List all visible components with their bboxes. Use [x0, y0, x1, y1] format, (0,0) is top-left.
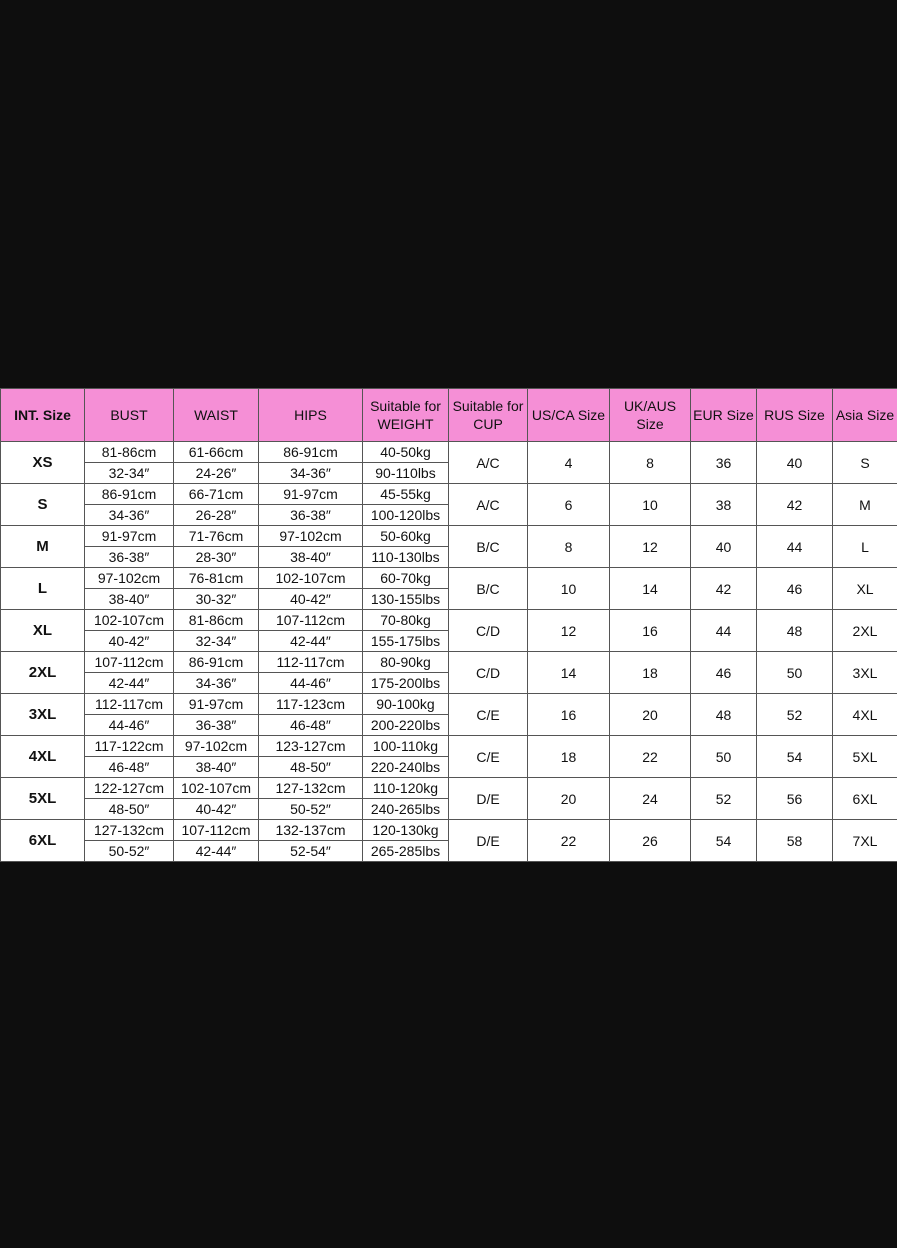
header-hips: HIPS [259, 389, 363, 442]
us-ca-size-cell: 14 [528, 652, 610, 694]
weight-kg-cell: 120-130kg [363, 820, 449, 841]
bust-cm-cell: 127-132cm [85, 820, 174, 841]
bust-cm-cell: 97-102cm [85, 568, 174, 589]
eur-size-cell: 52 [691, 778, 757, 820]
rus-size-cell: 44 [757, 526, 833, 568]
bust-inch-cell: 44-46″ [85, 715, 174, 736]
waist-cm-cell: 76-81cm [174, 568, 259, 589]
table-row [1, 820, 897, 841]
bust-cm-cell: 112-117cm [85, 694, 174, 715]
eur-size-cell: 50 [691, 736, 757, 778]
header-rus-size: RUS Size [757, 389, 833, 442]
hips-inch-cell: 46-48″ [259, 715, 363, 736]
waist-inch-cell: 26-28″ [174, 505, 259, 526]
bust-inch-cell: 42-44″ [85, 673, 174, 694]
hips-inch-cell: 42-44″ [259, 631, 363, 652]
table-row [1, 694, 897, 715]
asia-size-cell: 5XL [833, 736, 897, 778]
cup-cell: C/E [449, 694, 528, 736]
asia-size-cell: M [833, 484, 897, 526]
cup-cell: B/C [449, 568, 528, 610]
waist-inch-cell: 34-36″ [174, 673, 259, 694]
cup-cell: D/E [449, 820, 528, 862]
uk-aus-size-cell: 12 [610, 526, 691, 568]
table-row [1, 484, 897, 505]
weight-kg-cell: 100-110kg [363, 736, 449, 757]
rus-size-cell: 48 [757, 610, 833, 652]
asia-size-cell: 3XL [833, 652, 897, 694]
waist-cm-cell: 86-91cm [174, 652, 259, 673]
weight-lbs-cell: 90-110lbs [363, 463, 449, 484]
bust-inch-cell: 48-50″ [85, 799, 174, 820]
rus-size-cell: 58 [757, 820, 833, 862]
us-ca-size-cell: 10 [528, 568, 610, 610]
header-row [1, 389, 897, 442]
hips-inch-cell: 50-52″ [259, 799, 363, 820]
size-chart-header [1, 389, 897, 442]
int-size-cell: M [1, 526, 85, 568]
eur-size-cell: 48 [691, 694, 757, 736]
uk-aus-size-cell: 10 [610, 484, 691, 526]
uk-aus-size-cell: 22 [610, 736, 691, 778]
hips-inch-cell: 48-50″ [259, 757, 363, 778]
weight-lbs-cell: 155-175lbs [363, 631, 449, 652]
bust-cm-cell: 81-86cm [85, 442, 174, 463]
waist-inch-cell: 30-32″ [174, 589, 259, 610]
int-size-cell: 3XL [1, 694, 85, 736]
weight-lbs-cell: 175-200lbs [363, 673, 449, 694]
hips-inch-cell: 36-38″ [259, 505, 363, 526]
hips-cm-cell: 112-117cm [259, 652, 363, 673]
asia-size-cell: 7XL [833, 820, 897, 862]
eur-size-cell: 54 [691, 820, 757, 862]
us-ca-size-cell: 18 [528, 736, 610, 778]
size-chart-body [1, 442, 897, 862]
asia-size-cell: 6XL [833, 778, 897, 820]
int-size-cell: XS [1, 442, 85, 484]
weight-lbs-cell: 100-120lbs [363, 505, 449, 526]
rus-size-cell: 40 [757, 442, 833, 484]
int-size-cell: S [1, 484, 85, 526]
header-us-ca-size: US/CA Size [528, 389, 610, 442]
waist-inch-cell: 28-30″ [174, 547, 259, 568]
bust-cm-cell: 102-107cm [85, 610, 174, 631]
header-waist: WAIST [174, 389, 259, 442]
weight-kg-cell: 45-55kg [363, 484, 449, 505]
hips-cm-cell: 127-132cm [259, 778, 363, 799]
hips-cm-cell: 97-102cm [259, 526, 363, 547]
bust-cm-cell: 117-122cm [85, 736, 174, 757]
hips-cm-cell: 117-123cm [259, 694, 363, 715]
hips-inch-cell: 40-42″ [259, 589, 363, 610]
weight-lbs-cell: 130-155lbs [363, 589, 449, 610]
weight-kg-cell: 90-100kg [363, 694, 449, 715]
eur-size-cell: 40 [691, 526, 757, 568]
hips-cm-cell: 123-127cm [259, 736, 363, 757]
uk-aus-size-cell: 20 [610, 694, 691, 736]
hips-inch-cell: 38-40″ [259, 547, 363, 568]
weight-lbs-cell: 240-265lbs [363, 799, 449, 820]
cup-cell: C/D [449, 652, 528, 694]
eur-size-cell: 44 [691, 610, 757, 652]
uk-aus-size-cell: 8 [610, 442, 691, 484]
uk-aus-size-cell: 14 [610, 568, 691, 610]
eur-size-cell: 42 [691, 568, 757, 610]
waist-cm-cell: 66-71cm [174, 484, 259, 505]
header-eur-size: EUR Size [691, 389, 757, 442]
waist-inch-cell: 40-42″ [174, 799, 259, 820]
int-size-cell: 2XL [1, 652, 85, 694]
asia-size-cell: S [833, 442, 897, 484]
waist-inch-cell: 38-40″ [174, 757, 259, 778]
hips-cm-cell: 86-91cm [259, 442, 363, 463]
hips-inch-cell: 52-54″ [259, 841, 363, 862]
hips-cm-cell: 107-112cm [259, 610, 363, 631]
waist-cm-cell: 61-66cm [174, 442, 259, 463]
bust-inch-cell: 50-52″ [85, 841, 174, 862]
asia-size-cell: L [833, 526, 897, 568]
rus-size-cell: 54 [757, 736, 833, 778]
rus-size-cell: 46 [757, 568, 833, 610]
asia-size-cell: XL [833, 568, 897, 610]
weight-kg-cell: 40-50kg [363, 442, 449, 463]
hips-cm-cell: 132-137cm [259, 820, 363, 841]
header-asia-size: Asia Size [833, 389, 897, 442]
int-size-cell: L [1, 568, 85, 610]
weight-kg-cell: 60-70kg [363, 568, 449, 589]
eur-size-cell: 38 [691, 484, 757, 526]
us-ca-size-cell: 6 [528, 484, 610, 526]
cup-cell: C/D [449, 610, 528, 652]
us-ca-size-cell: 4 [528, 442, 610, 484]
weight-lbs-cell: 265-285lbs [363, 841, 449, 862]
weight-kg-cell: 50-60kg [363, 526, 449, 547]
cup-cell: B/C [449, 526, 528, 568]
waist-cm-cell: 71-76cm [174, 526, 259, 547]
int-size-cell: 4XL [1, 736, 85, 778]
waist-cm-cell: 107-112cm [174, 820, 259, 841]
table-row [1, 526, 897, 547]
waist-inch-cell: 42-44″ [174, 841, 259, 862]
us-ca-size-cell: 8 [528, 526, 610, 568]
weight-kg-cell: 80-90kg [363, 652, 449, 673]
bust-inch-cell: 40-42″ [85, 631, 174, 652]
header-cup: Suitable for CUP [449, 389, 528, 442]
cup-cell: A/C [449, 442, 528, 484]
us-ca-size-cell: 22 [528, 820, 610, 862]
rus-size-cell: 50 [757, 652, 833, 694]
waist-cm-cell: 102-107cm [174, 778, 259, 799]
table-row [1, 610, 897, 631]
int-size-cell: 5XL [1, 778, 85, 820]
table-row [1, 442, 897, 463]
uk-aus-size-cell: 16 [610, 610, 691, 652]
header-int-size: INT. Size [1, 389, 85, 442]
asia-size-cell: 4XL [833, 694, 897, 736]
cup-cell: D/E [449, 778, 528, 820]
eur-size-cell: 46 [691, 652, 757, 694]
rus-size-cell: 42 [757, 484, 833, 526]
weight-kg-cell: 70-80kg [363, 610, 449, 631]
size-chart-table [0, 388, 897, 862]
table-row [1, 568, 897, 589]
table-row [1, 736, 897, 757]
hips-inch-cell: 34-36″ [259, 463, 363, 484]
bust-cm-cell: 91-97cm [85, 526, 174, 547]
header-uk-aus-size: UK/AUS Size [610, 389, 691, 442]
hips-cm-cell: 102-107cm [259, 568, 363, 589]
waist-inch-cell: 32-34″ [174, 631, 259, 652]
us-ca-size-cell: 16 [528, 694, 610, 736]
weight-lbs-cell: 110-130lbs [363, 547, 449, 568]
waist-inch-cell: 36-38″ [174, 715, 259, 736]
uk-aus-size-cell: 26 [610, 820, 691, 862]
uk-aus-size-cell: 18 [610, 652, 691, 694]
hips-cm-cell: 91-97cm [259, 484, 363, 505]
weight-kg-cell: 110-120kg [363, 778, 449, 799]
header-bust: BUST [85, 389, 174, 442]
waist-cm-cell: 81-86cm [174, 610, 259, 631]
weight-lbs-cell: 200-220lbs [363, 715, 449, 736]
waist-inch-cell: 24-26″ [174, 463, 259, 484]
table-row [1, 778, 897, 799]
header-weight: Suitable for WEIGHT [363, 389, 449, 442]
bust-inch-cell: 36-38″ [85, 547, 174, 568]
waist-cm-cell: 91-97cm [174, 694, 259, 715]
weight-lbs-cell: 220-240lbs [363, 757, 449, 778]
bust-inch-cell: 32-34″ [85, 463, 174, 484]
bust-inch-cell: 46-48″ [85, 757, 174, 778]
cup-cell: A/C [449, 484, 528, 526]
bust-cm-cell: 107-112cm [85, 652, 174, 673]
us-ca-size-cell: 20 [528, 778, 610, 820]
uk-aus-size-cell: 24 [610, 778, 691, 820]
bust-cm-cell: 86-91cm [85, 484, 174, 505]
bust-cm-cell: 122-127cm [85, 778, 174, 799]
hips-inch-cell: 44-46″ [259, 673, 363, 694]
eur-size-cell: 36 [691, 442, 757, 484]
rus-size-cell: 56 [757, 778, 833, 820]
int-size-cell: 6XL [1, 820, 85, 862]
table-row [1, 652, 897, 673]
bust-inch-cell: 38-40″ [85, 589, 174, 610]
bust-inch-cell: 34-36″ [85, 505, 174, 526]
us-ca-size-cell: 12 [528, 610, 610, 652]
rus-size-cell: 52 [757, 694, 833, 736]
asia-size-cell: 2XL [833, 610, 897, 652]
int-size-cell: XL [1, 610, 85, 652]
cup-cell: C/E [449, 736, 528, 778]
waist-cm-cell: 97-102cm [174, 736, 259, 757]
